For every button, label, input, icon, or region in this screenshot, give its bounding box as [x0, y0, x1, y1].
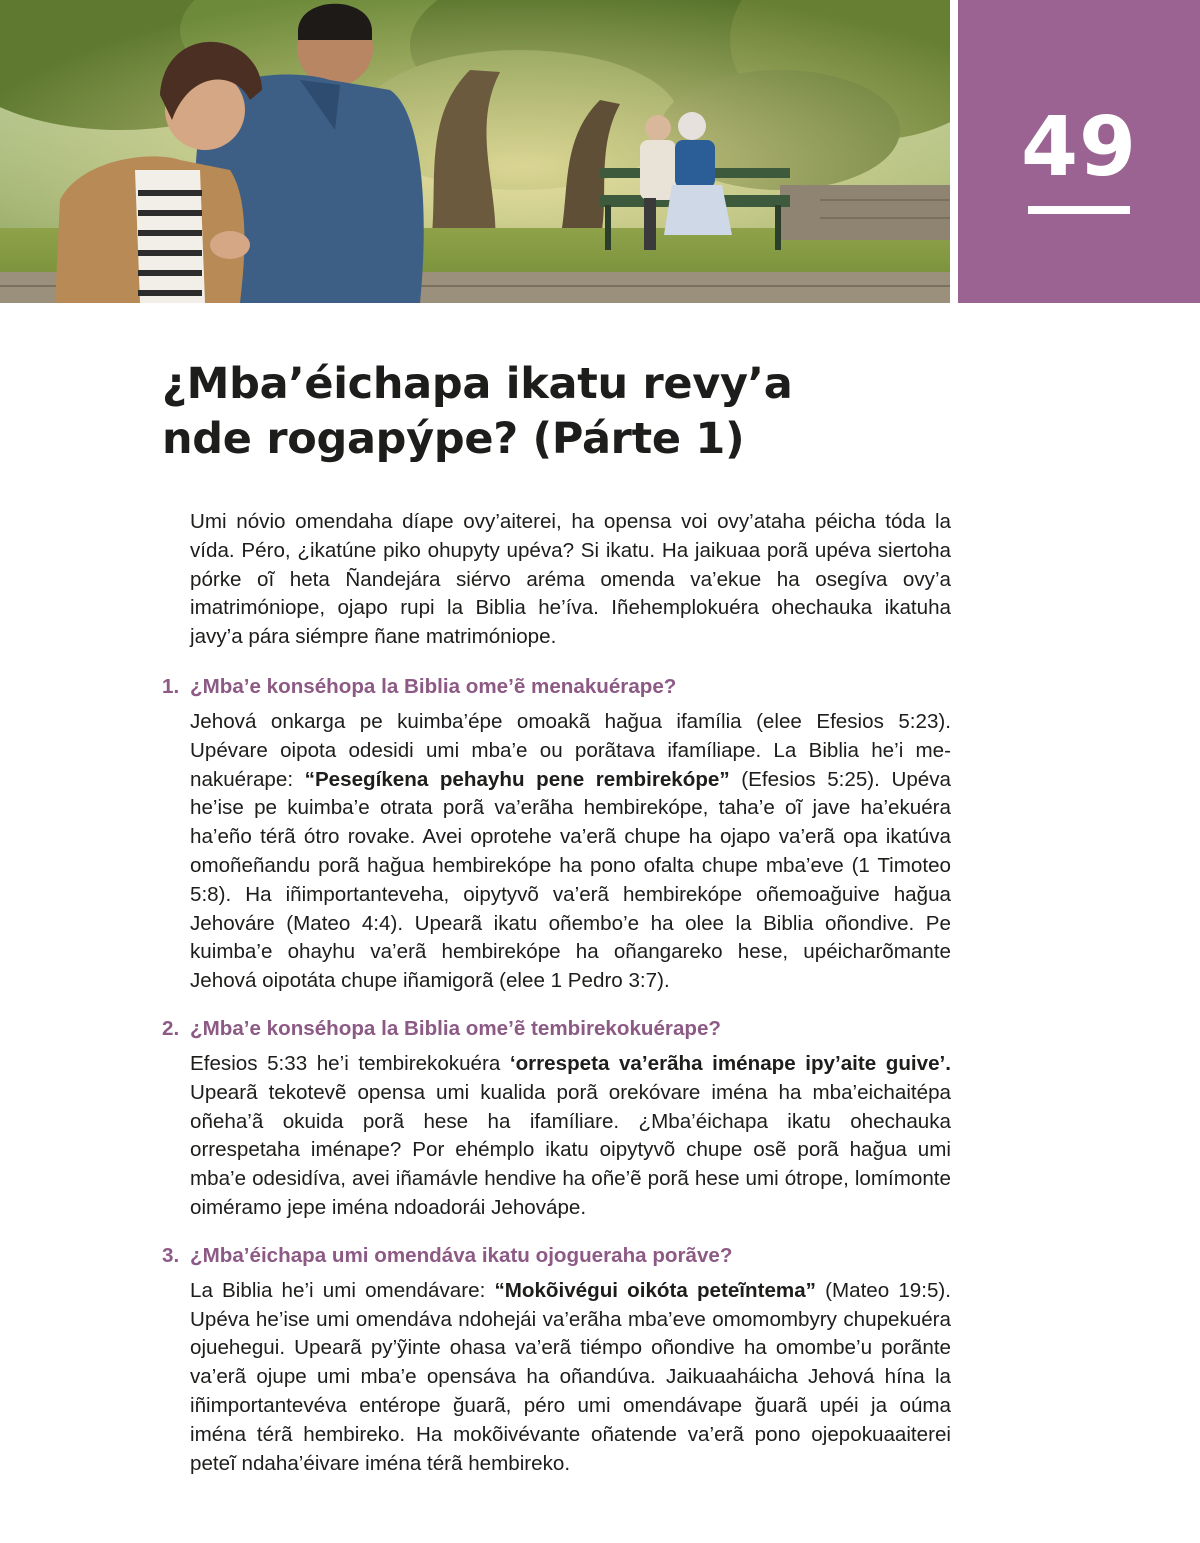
answer-text: Jehová onkarga pe kuimba’épe omoakã hağua ifamília (elee Efesios 5:23). Upévare oipota odesidi umi mba’e ou porãtava ifamíliape. La Biblia he’i menakuérape:	[190, 709, 951, 791]
question-text: ¿Mba’e konséhopa la Biblia ome’ẽ tembirekokuérape?	[190, 1016, 722, 1040]
question-heading-3	[162, 1242, 962, 1270]
question-number: 1.	[162, 674, 180, 698]
answer-text: (Mateo 19:5). Upéva he’ise umi omendáva ndohejái va’erãha mba’eve omomombyry chupekuéra ojuehegui. Upearã py’ỹinte ohasa va’erã tiémpo oñondive ha omombe’u porãnte va’erã ojupe umi mba’e opensáva ha oñandúva. Jaikuaaháicha Jehová hína la iñimportantevéva entérope ğuarã, péro umi omendávape ğuarã upéi ja oúma iména térã hembireko. Ha mokõivévante oñatende va’erã pono ojepokuaaiterei peteĩ ndaha’éivare iména térã hembireko.	[190, 1278, 952, 1475]
title-line-2: nde rogapýpe? (Párte 1)	[162, 414, 745, 464]
answer-text: (Efesios 5:25). Upéva he’ise pe kuimba’e otrata porã va’erãha hembirekópe, taha’e oĩ jave ha’ekuéra ha’eño térã ótro rovake. Avei oprotehe va’erã chupe ha ojapo va’erã opa ikatúva omoñeñandu porã hağua hembirekópe ha pono ofalta chupe mba’eve (1 Timoteo 5:8). Ha iñimportanteveha, oipytyvõ va’erã hembirekópe oñemoağuive hağua Jehováre (Mateo 4:4). Upearã ikatu oñembo’e ha olee la Biblia oñondive. Pe kuimba’e ohayhu va’erã hembirekópe ha oñangareko hese, upéicharõmante Jehová oipotáta chupe iñamigorã (elee 1 Pedro 3:7).	[190, 767, 951, 993]
question-number: 3.	[162, 1243, 180, 1267]
lesson-number: 49	[1020, 100, 1138, 195]
lesson-body	[0, 508, 1200, 1497]
intro-paragraph: Umi nóvio omendaha díape ovy’aiterei, ha opensa voi ovy’ataha péicha tóda la vída. Péro, ¿ikatúne piko ohupyty upéva? Si ikatu. Ha jaikuaa porã upéva siertoha pórke oĩ heta Ñandejára siérvo aréma omenda va’ekue ha osegíva ovy’a imatrimóniope, ojapo rupi la Biblia he’íva. Iñehemplokuéra ohechauka ikatuha javy’a pára siémpre ñane matrimóniope.	[190, 510, 951, 649]
scripture-quote: “Mokõivégui oikóta peteĩntema”	[494, 1278, 816, 1302]
answer-paragraph-3	[190, 1277, 951, 1479]
title-line-1: ¿Mba’éichapa ikatu revy’a	[162, 359, 793, 409]
question-heading-2	[162, 1015, 962, 1043]
question-heading-1	[162, 673, 962, 701]
header-photo	[0, 0, 950, 303]
answer-text: La Biblia he’i umi omendávare:	[190, 1278, 495, 1302]
scripture-quote: ‘orrespeta va’erãha iménape ipy’aite guive’.	[509, 1051, 951, 1075]
question-number: 2.	[162, 1016, 180, 1040]
badge-underline	[1028, 206, 1130, 214]
question-text: ¿Mba’éichapa umi omendáva ikatu ojogueraha porãve?	[190, 1243, 733, 1267]
couple-in-park-photo	[0, 0, 950, 303]
answer-text: Efesios 5:33 he’i tembirekokuéra	[190, 1051, 510, 1075]
answer-paragraph-1	[190, 708, 951, 996]
question-text: ¿Mba’e konséhopa la Biblia ome’ẽ menakuérape?	[190, 674, 677, 698]
answer-text: Upearã tekotevẽ opensa umi kualida porã orekóvare iména ha mba’eichaitépa oñeha’ã okuida porã hese ha ifamíliare. ¿Mba’éichapa ikatu ohechauka orrespetaha iménape? Por ehémplo ikatu oipytyvõ chupe osẽ porã hağua umi mba’e odesidíva, avei iñamávle hendive ha oñe’ẽ porã hese umi ótrope, lomímonte oiméramo jepe iména ndoadorái Jehovápe.	[190, 1080, 951, 1219]
answer-paragraph-2	[190, 1050, 951, 1223]
page-title	[162, 357, 922, 467]
scripture-quote: “Pesegíkena pehayhu pene rembirekópe”	[304, 767, 730, 791]
lesson-number-badge	[958, 0, 1200, 303]
